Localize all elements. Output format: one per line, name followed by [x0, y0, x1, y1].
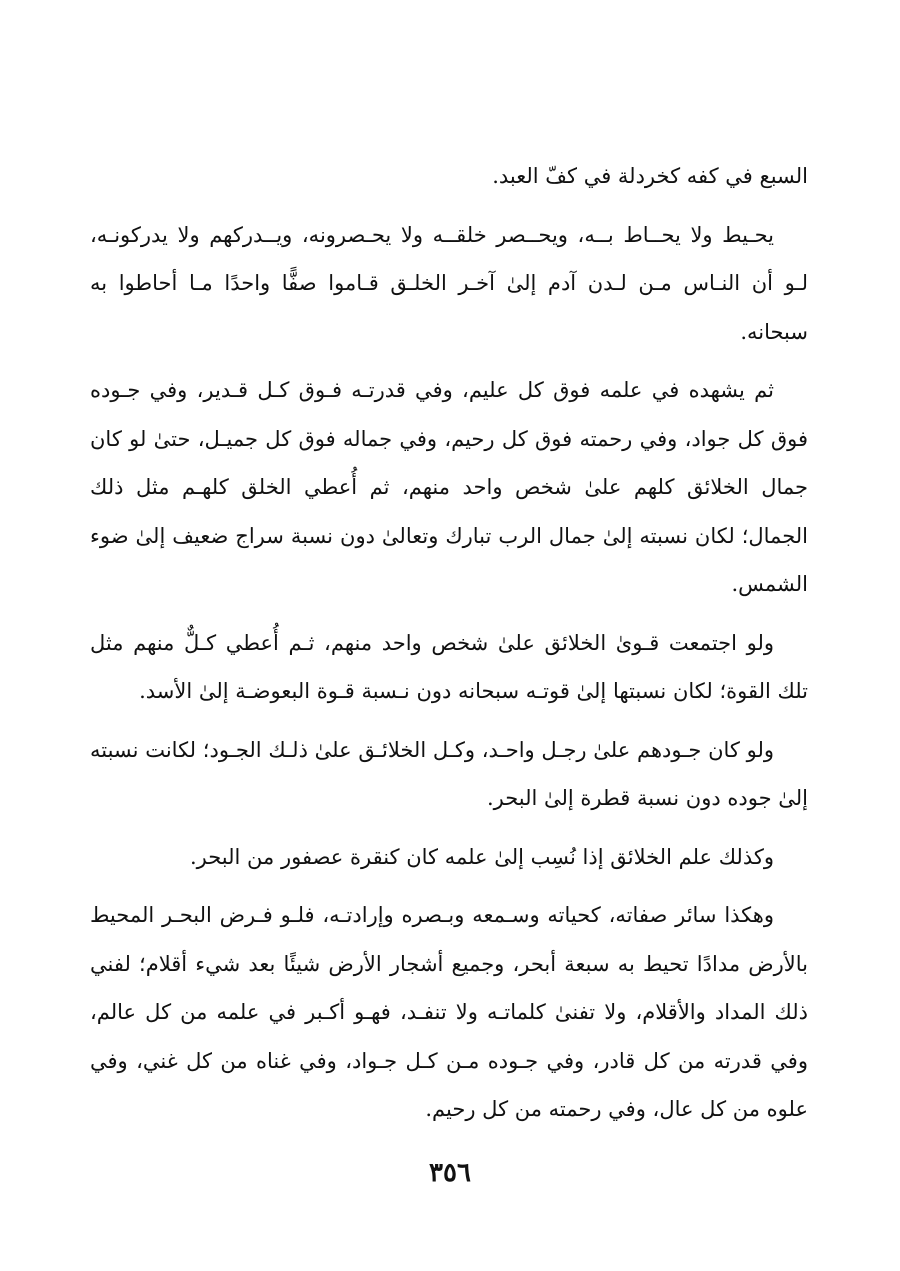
paragraph: يحـيط ولا يحــاط بــه، ويحــصر خلقــه ولا يحـصرونه، ويــدركهم ولا يدركونـه، لـو أن النـاس مـن لـدن آدم إلىٰ آخـر الخلـق قـاموا صفًّا واحدًا مـا أحاطوا به سبحانه.	[90, 222, 808, 344]
page-number: ٣٥٦	[429, 1158, 471, 1188]
paragraph: وهكذا سائر صفاته، كحياته وسـمعه وبـصره وإرادتـه، فلـو فـرض البحـر المحيط بالأرض مدادًا تحيط به سبعة أبحر، وجميع أشجار الأرض شيئًا بعد شيء أقلام؛ لفني ذلك المداد والأقلام، ولا تفنىٰ كلماتـه ولا تنفـد، فهـو أكـبر في علمه من كل عالم، وفي قدرته من كل قادر، وفي جـوده مـن كـل جـواد، وفي غناه من كل غني، وفي علوه من كل عال، وفي رحمته من كل رحيم.	[90, 903, 808, 1121]
paragraph: ثم يشهده في علمه فوق كل عليم، وفي قدرتـه فـوق كـل قـدير، وفي جـوده فوق كل جواد، وفي رحمته فوق كل رحيم، وفي جماله فوق كل جميـل، حتىٰ لو كان جمال الخلائق كلهم علىٰ شخص واحد منهم، ثم أُعطي الخلق كلهـم مثل ذلك الجمال؛ لكان نسبته إلىٰ جمال الرب تبارك وتعالىٰ دون نسبة سراج ضعيف إلىٰ ضوء الشمس.	[90, 378, 808, 596]
page-body	[90, 152, 808, 1144]
paragraph: ولو اجتمعت قـوىٰ الخلائق علىٰ شخص واحد منهم، ثـم أُعطي كـلٌّ منهم مثل تلك القوة؛ لكان نسبتها إلىٰ قوتـه سبحانه دون نـسبة قـوة البعوضـة إلىٰ الأسد.	[90, 630, 808, 703]
paragraph: ولو كان جـودهم علىٰ رجـل واحـد، وكـل الخلائـق علىٰ ذلـك الجـود؛ لكانت نسبته إلىٰ جوده دون نسبة قطرة إلىٰ البحر.	[90, 737, 808, 810]
paragraph-continuation: السبع في كفه كخردلة في كفّ العبد.	[492, 164, 808, 188]
paragraph: وكذلك علم الخلائق إذا نُسِب إلىٰ علمه كان كنقرة عصفور من البحر.	[189, 844, 774, 869]
